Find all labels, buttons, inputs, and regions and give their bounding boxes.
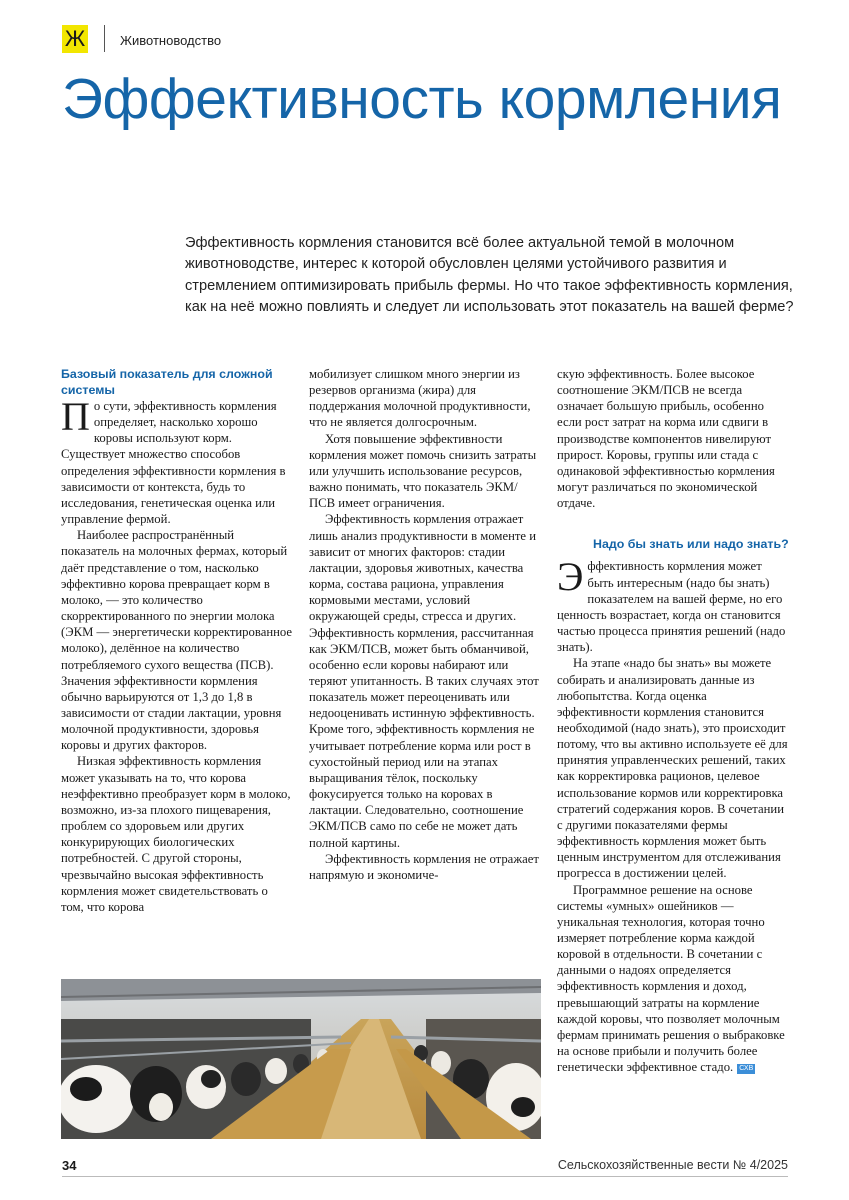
- section-name: Животноводство: [120, 33, 222, 48]
- article-lead: Эффективность кормления становится всё более актуальной темой в молочном животноводстве, интерес к которой обусловлен целями устойчивого развития и стремлением оптимизировать прибыль фермы. Но что такое эффективность кормления, как на неё можно повлиять и следует ли использовать этот показатель на вашей ферме?: [185, 235, 794, 315]
- paragraph: [557, 882, 789, 1076]
- paragraph: Эффективность кормления не отражает напрямую и экономиче-: [309, 851, 539, 882]
- column-2: [309, 366, 541, 883]
- journal-name: Сельскохозяйственные вести № 4/2025: [557, 1158, 788, 1172]
- subheading-need-to-know: Надо бы знать или надо знать?: [593, 537, 789, 552]
- page-number: 34: [62, 1158, 77, 1173]
- drop-cap: П: [61, 394, 90, 439]
- barn-cows-illustration: [61, 979, 541, 1139]
- paragraph: Наиболее распространённый показатель на молочных фермах, который даёт представление о том, насколько эффективно корова превращает корм в молоко, — это количество скорректированного по энергии молока (ЭКМ — энергетически корректированное молоко), делённое на количество потребляемого сухого вещества (ПСВ). Значения эффективности кормления обычно варьируются от 1,3 до 1,8 в зависимости от стадии лактации, уровня молочной продуктивности, здоровья коровы и других факторов.: [61, 528, 293, 753]
- end-of-article-badge: СХВ: [739, 1065, 754, 1073]
- paragraph: скую эффективность. Более высокое соотношение ЭКМ/ПСВ не всегда означает большую прибыль, особенно если рост затрат на корма или сдвиги в производстве компонентов нивелируют прирост. Коровы, группы или стада с одинаковой эффективностью кормления могут различаться по экономической отдаче.: [557, 367, 775, 511]
- paragraph: На этапе «надо бы знать» вы можете собирать и анализировать данные из любопытства. Когда оценка эффективности кормления становится необходимой (надо знать), это происходит потому, что вы активно используете её для принятия управленческих решений, таких как корректировка рационов, целевое использование кормов или корректировка стратегий содержания коров. В сочетании с другими показателями фермы эффективность кормления может быть ценным инструментом для отслеживания прогресса в достижении целей.: [557, 656, 788, 881]
- section-badge: Ж: [62, 25, 88, 53]
- paragraph-text: ффективность кормления может быть интересным (надо бы знать) показателем на вашей ферме, но его ценность возрастает, когда он становится частью процесса принятия решений (надо знать).: [557, 559, 786, 655]
- paragraph-text: Программное решение на основе системы «умных» ошейников — уникальная технология, которая точно измеряет потребление корма каждой коровой в отдельности. В сочетании с данными о надоях определяется эффективность кормления и доход, превышающий затраты на кормление каждой коровы, что позволяет молочным фермам принимать решения о выбраковке на основе прибыли и получить более генетически эффективное стадо.: [557, 882, 785, 1075]
- paragraph-text: о сути, эффективность кормления определяет, насколько хорошо коровы используют корм. Существует множество способов определения эффективности кормления в зависимости от контекста, будь то исследования, генетическая оценка или управление фермой.: [61, 399, 286, 527]
- paragraph: Хотя повышение эффективности кормления может помочь снизить затраты или улучшить использование ресурсов, важно понимать, что показатель ЭКМ/ПСВ имеет ограничения.: [309, 431, 537, 511]
- barn-cows-photo: [61, 979, 541, 1139]
- header-divider: [104, 25, 105, 52]
- article-title: Эффективность кормления: [62, 67, 782, 131]
- paragraph: [557, 554, 789, 655]
- paragraph: Низкая эффективность кормления может указывать на то, что корова неэффективно преобразует корм в молоко, возможно, из-за плохого пищеварения, проблем со здоровьем или других конкурирующих биологических потребностей. С другой стороны, чрезвычайно высокая эффективность кормления может свидетельствовать о том, что корова: [61, 754, 291, 914]
- column-3: [557, 366, 789, 1075]
- subheading-basic-indicator: Базовый показатель для сложной системы: [61, 367, 273, 397]
- paragraph: [61, 394, 293, 527]
- column-1: [61, 366, 293, 915]
- paragraph: Эффективность кормления отражает лишь анализ продуктивности в моменте и зависит от многих факторов: стадии лактации, здоровья животных, качества корма, состава рациона, управления кормовыми местами, условий окружающей среды, стресса и других. Эффективность кормления, рассчитанная как ЭКМ/ПСВ, может быть обманчивой, особенно если коровы набирают или теряют упитанность. В таких случаях этот показатель может переоценивать или недооценивать истинную эффективность. Кроме того, эффективность кормления не учитывает потребление корма или рост в сухостойный период или на этапах выращивания тёлок, поскольку фокусируется только на коровах в лактации. Следовательно, соотношение ЭКМ/ПСВ само по себе не может дать полной картины.: [309, 512, 539, 850]
- footer-rule: [62, 1176, 788, 1177]
- drop-cap: Э: [557, 554, 584, 600]
- paragraph: мобилизует слишком много энергии из резервов организма (жира) для поддержания молочной продуктивности, что не является долгосрочным.: [309, 367, 531, 430]
